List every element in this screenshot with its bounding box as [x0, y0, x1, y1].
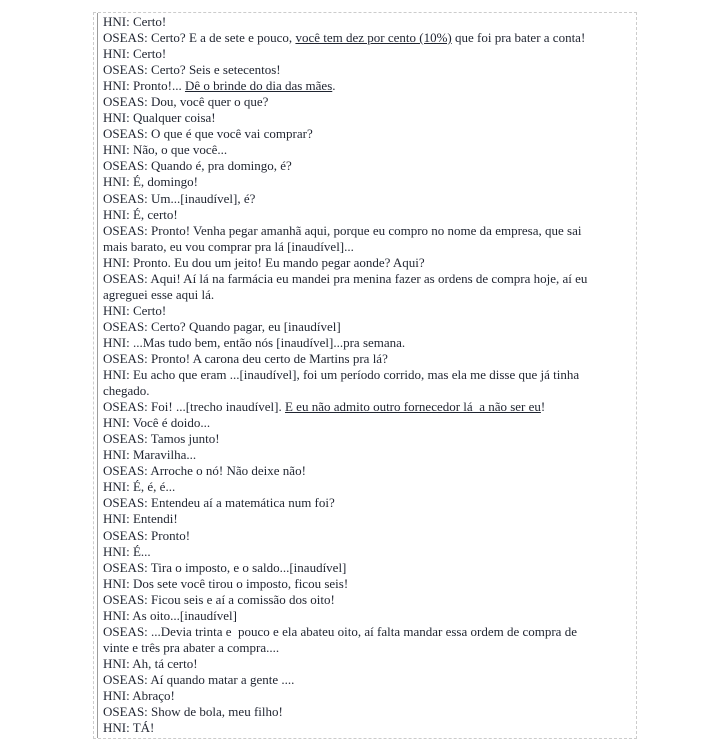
transcript-text: que foi pra bater a conta!	[451, 30, 586, 46]
transcript-text: OSEAS: Tira o imposto, e o saldo...[inaudível]	[103, 559, 347, 575]
transcript-line	[103, 511, 635, 527]
transcript-line	[103, 560, 635, 576]
transcript-text: HNI: Abraço!	[103, 687, 175, 703]
transcript-line	[103, 191, 635, 207]
transcript-text: HNI: Pronto!...	[103, 78, 185, 94]
transcript-text: chegado.	[103, 383, 150, 399]
transcript-text: HNI: Eu acho que eram ...[inaudível], foi um período corrido, mas ela me disse que já tinha	[103, 367, 580, 383]
transcript-line	[103, 335, 635, 351]
transcript-text: .	[332, 78, 336, 94]
transcript-text: HNI: Ah, tá certo!	[103, 655, 198, 671]
transcript-text: OSEAS: Certo? Quando pagar, eu [inaudível]	[103, 318, 341, 334]
transcript-line	[103, 78, 635, 94]
table-left-border	[97, 13, 98, 738]
transcript-line	[103, 287, 635, 303]
transcript-text: HNI: É, é, é...	[103, 479, 176, 495]
transcript-line	[103, 174, 635, 190]
transcript-line	[103, 447, 635, 463]
transcript-text: HNI: ...Mas tudo bem, então nós [inaudível]...pra semana.	[103, 334, 406, 350]
transcript-text: HNI: Qualquer coisa!	[103, 110, 216, 126]
transcript-text: OSEAS: Tamos junto!	[103, 431, 220, 447]
transcript-line	[103, 704, 635, 720]
transcript-line	[103, 399, 635, 415]
transcript-text: OSEAS: Ficou seis e aí a comissão dos oito!	[103, 591, 335, 607]
transcript-line	[103, 544, 635, 560]
transcript-text: OSEAS: Entendeu aí a matemática num foi?	[103, 495, 335, 511]
transcript-text: vinte e três pra abater a compra....	[103, 639, 280, 655]
transcript-line	[103, 158, 635, 174]
transcript-line	[103, 351, 635, 367]
transcript-text: HNI: Maravilha...	[103, 447, 197, 463]
transcript-line	[103, 62, 635, 78]
transcript-line	[103, 14, 635, 30]
transcript-text: OSEAS: Dou, você quer o que?	[103, 94, 269, 110]
document-text-boundary	[93, 12, 637, 739]
transcript	[103, 14, 635, 738]
transcript-text: mais barato, eu vou comprar pra lá [inaudível]...	[103, 238, 354, 254]
transcript-text: agreguei esse aqui lá.	[103, 286, 215, 302]
transcript-line	[103, 656, 635, 672]
transcript-line	[103, 319, 635, 335]
transcript-text: HNI: Entendi!	[103, 511, 178, 527]
underlined-text: Dê o brinde do dia das mães	[184, 78, 333, 94]
transcript-text: HNI: Certo!	[103, 302, 167, 318]
transcript-line	[103, 30, 635, 46]
transcript-line	[103, 576, 635, 592]
transcript-text: OSEAS: Aqui! Aí lá na farmácia eu mandei pra menina fazer as ordens de compra hoje, aí eu	[103, 270, 588, 286]
transcript-text: HNI: As oito...[inaudível]	[103, 607, 237, 623]
transcript-line	[103, 367, 635, 383]
transcript-text: OSEAS: Pronto! Venha pegar amanhã aqui, porque eu compro no nome da empresa, que sai	[103, 222, 582, 238]
transcript-line	[103, 415, 635, 431]
transcript-line	[103, 528, 635, 544]
transcript-line	[103, 46, 635, 62]
transcript-text: !	[540, 399, 546, 415]
transcript-line	[103, 592, 635, 608]
underlined-text: você tem dez por cento (10%)	[295, 30, 452, 46]
transcript-text: OSEAS: Certo? E a de sete e pouco,	[103, 30, 296, 46]
transcript-line	[103, 431, 635, 447]
transcript-text: OSEAS: Pronto!	[103, 527, 191, 543]
transcript-text: HNI: É, certo!	[103, 206, 178, 222]
transcript-line	[103, 303, 635, 319]
transcript-line	[103, 126, 635, 142]
transcript-line	[103, 94, 635, 110]
transcript-line	[103, 383, 635, 399]
transcript-line	[103, 495, 635, 511]
transcript-text: HNI: Não, o que você...	[103, 142, 228, 158]
transcript-line	[103, 720, 635, 736]
transcript-line	[103, 110, 635, 126]
transcript-text: OSEAS: Um...[inaudível], é?	[103, 190, 256, 206]
transcript-text: HNI: Dos sete você tirou o imposto, ficou seis!	[103, 575, 349, 591]
transcript-text: HNI: É...	[103, 543, 151, 559]
transcript-text: OSEAS: Certo? Seis e setecentos!	[103, 62, 281, 78]
transcript-line	[103, 688, 635, 704]
transcript-line	[103, 624, 635, 640]
transcript-line	[103, 672, 635, 688]
transcript-text: HNI: Você é doido...	[103, 415, 211, 431]
transcript-text: HNI: Certo!	[103, 46, 167, 62]
transcript-text: OSEAS: Quando é, pra domingo, é?	[103, 158, 292, 174]
transcript-line	[103, 223, 635, 239]
transcript-text: OSEAS: ...Devia trinta e pouco e ela abateu oito, aí falta mandar essa ordem de compra de	[103, 623, 577, 639]
transcript-line	[103, 463, 635, 479]
transcript-text: OSEAS: Aí quando matar a gente ....	[103, 671, 295, 687]
transcript-text: OSEAS: Foi! ...[trecho inaudível].	[103, 399, 285, 415]
transcript-line	[103, 255, 635, 271]
transcript-text: HNI: É, domingo!	[103, 174, 198, 190]
transcript-line	[103, 271, 635, 287]
transcript-text: HNI: TÁ!	[103, 720, 155, 736]
transcript-text: OSEAS: Pronto! A carona deu certo de Martins pra lá?	[103, 350, 388, 366]
transcript-text: OSEAS: O que é que você vai comprar?	[103, 126, 313, 142]
transcript-line	[103, 207, 635, 223]
transcript-text: OSEAS: Show de bola, meu filho!	[103, 704, 283, 720]
transcript-line	[103, 640, 635, 656]
transcript-line	[103, 142, 635, 158]
transcript-line	[103, 239, 635, 255]
transcript-text: HNI: Certo!	[103, 14, 167, 29]
transcript-line	[103, 479, 635, 495]
underlined-text: E eu não admito outro fornecedor lá a não ser eu	[284, 399, 541, 415]
transcript-text: HNI: Pronto. Eu dou um jeito! Eu mando pegar aonde? Aqui?	[103, 254, 425, 270]
transcript-text: OSEAS: Arroche o nó! Não deixe não!	[103, 463, 306, 479]
transcript-line	[103, 608, 635, 624]
